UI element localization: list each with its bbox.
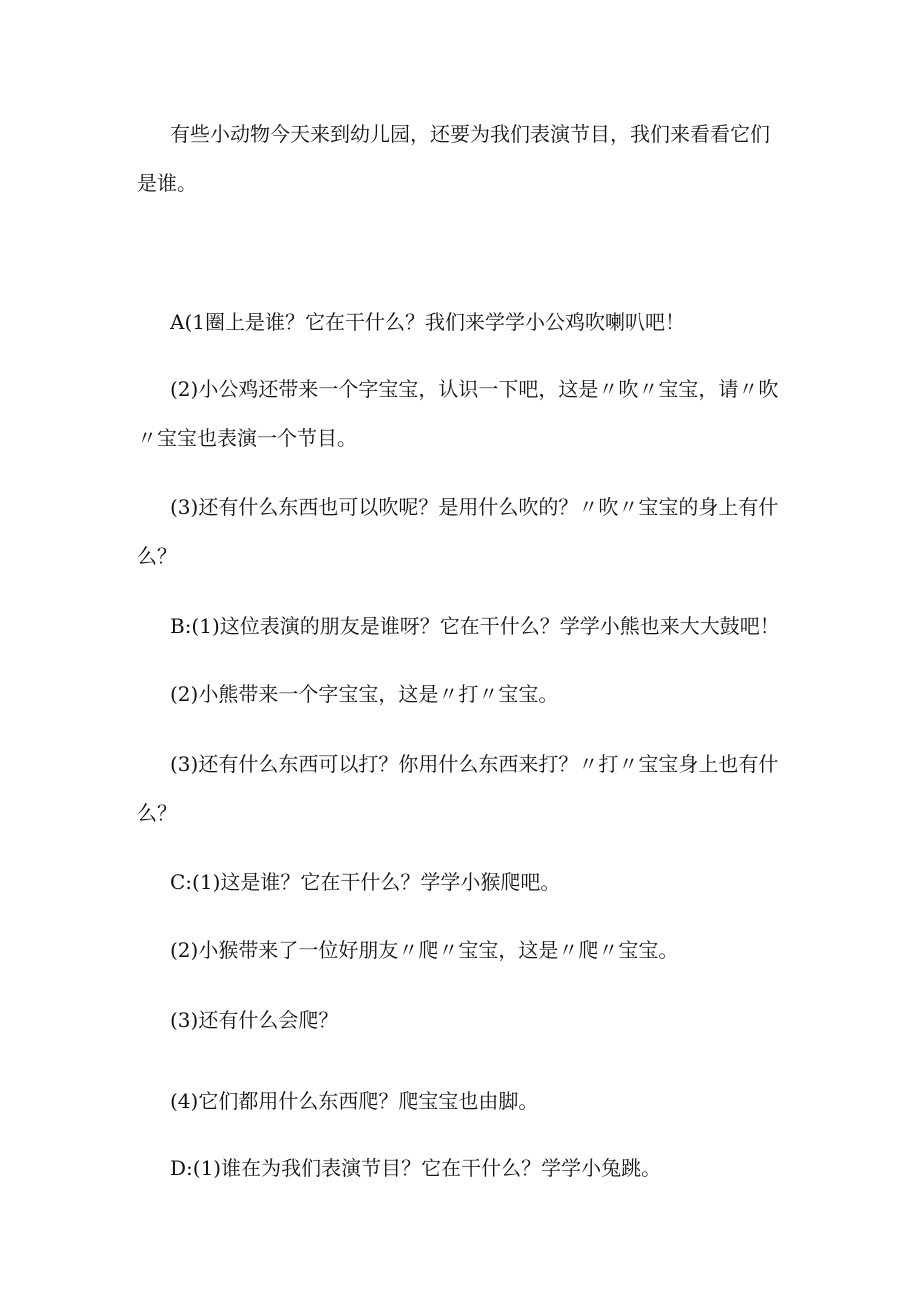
section-d-item-1 [137, 1144, 787, 1193]
section-a-item-3 [137, 483, 787, 581]
item-label: B:(1) [170, 614, 220, 638]
section-a-item-1 [137, 298, 787, 347]
paragraph-text: 圈上是谁？它在干什么？我们来学学小公鸡吹喇叭吧！ [204, 310, 685, 334]
item-label: (2) [170, 682, 199, 706]
item-label: (2) [170, 377, 199, 401]
paragraph-text: 小公鸡还带来一个字宝宝，认识一下吧，这是〃吹〃宝宝，请〃吹〃宝宝也表演一个节目。 [137, 377, 779, 450]
item-label: A(1 [170, 310, 205, 334]
section-b-item-1 [137, 602, 787, 651]
section-c-item-4 [137, 1077, 787, 1126]
intro-paragraph [137, 110, 787, 208]
item-label: (4) [170, 1089, 199, 1113]
item-label: C:(1) [170, 870, 221, 894]
paragraph-text: 谁在为我们表演节目？它在干什么？学学小兔跳。 [221, 1156, 662, 1180]
paragraph-text: 这是谁？它在干什么？学学小猴爬吧。 [220, 870, 561, 894]
paragraph-text: 小猴带来了一位好朋友〃爬〃宝宝，这是〃爬〃宝宝。 [198, 938, 679, 962]
section-c-item-2 [137, 926, 787, 975]
section-c-item-3 [137, 996, 787, 1045]
section-c-item-1 [137, 858, 787, 907]
item-label: (3) [170, 1008, 199, 1032]
section-b-item-3 [137, 740, 787, 838]
paragraph-text: 还有什么东西可以打？你用什么东西来打？〃打〃宝宝身上也有什么？ [137, 752, 779, 825]
paragraph-text: 有些小动物今天来到幼儿园，还要为我们表演节目，我们来看看它们是谁。 [137, 122, 770, 195]
paragraph-text: 它们都用什么东西爬？爬宝宝也由脚。 [198, 1089, 539, 1113]
paragraph-text: 这位表演的朋友是谁呀？它在干什么？学学小熊也来大大鼓吧！ [219, 614, 780, 638]
section-b-item-2 [137, 670, 787, 719]
item-label: (2) [170, 938, 199, 962]
paragraph-text: 还有什么东西也可以吹呢？是用什么吹的？〃吹〃宝宝的身上有什么？ [137, 495, 779, 568]
paragraph-text: 还有什么会爬？ [198, 1008, 339, 1032]
section-a-item-2 [137, 365, 787, 463]
item-label: D:(1) [170, 1156, 222, 1180]
item-label: (3) [170, 495, 199, 519]
item-label: (3) [170, 752, 199, 776]
paragraph-text: 小熊带来一个字宝宝，这是〃打〃宝宝。 [198, 682, 559, 706]
